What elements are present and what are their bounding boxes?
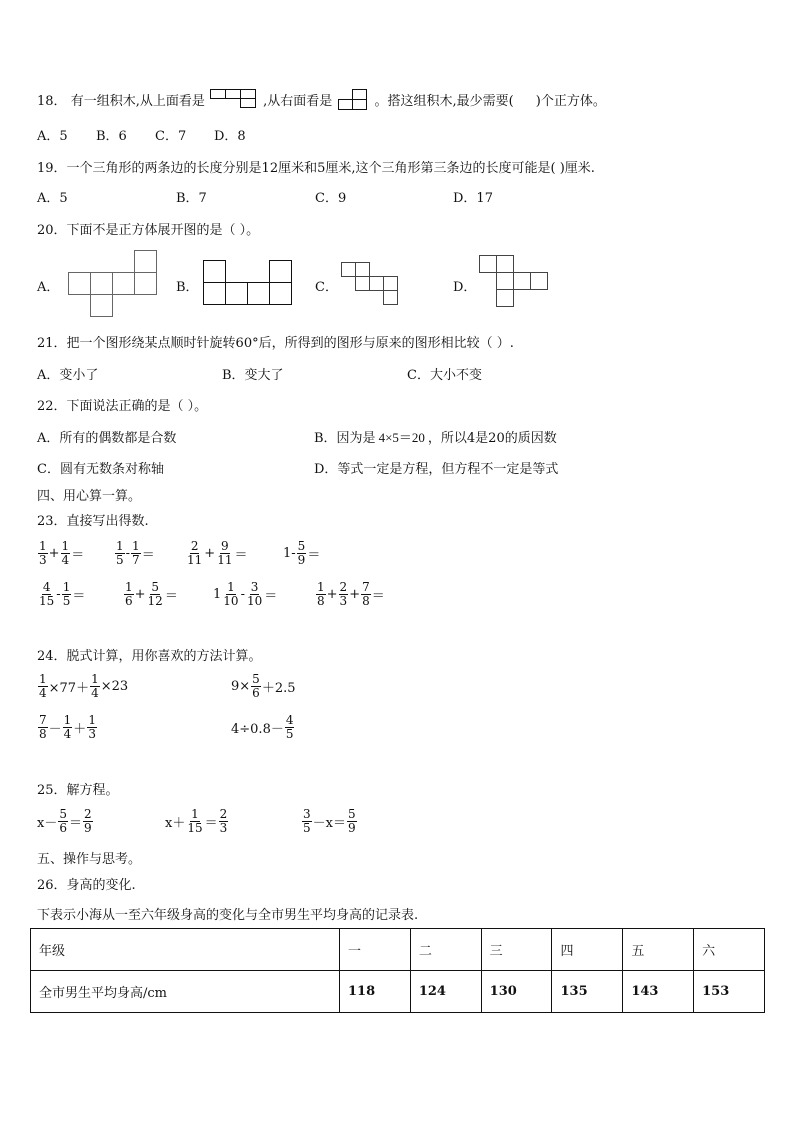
q19-stem: 19．一个三角形的两条边的长度分别是12厘米和5厘米,这个三角形第三条边的长度可能是( )厘米. — [37, 161, 595, 176]
fraction: $\frac{2}{9}$ — [84, 807, 92, 835]
q18-option-b: B．6 — [96, 129, 127, 144]
fraction: $\frac{3}{5}$ — [303, 807, 311, 835]
q22-stem: 22．下面说法正确的是（ ）。 — [37, 399, 208, 414]
fraction: $\frac{1}{10}$ — [223, 580, 239, 608]
net-figure-c — [340, 261, 402, 307]
table-cell: 年级 — [31, 929, 340, 971]
q23-expr-1: $\frac{1}{3}$ + $\frac{1}{4}$ ＝ — [39, 539, 85, 567]
q25-equation-1: x－ $\frac{5}{6}$ ＝ $\frac{2}{9}$ — [37, 807, 92, 835]
q23-expr-6: $\frac{1}{6}$ + $\frac{5}{12}$ ＝ — [125, 580, 178, 608]
fraction: $\frac{1}{15}$ — [187, 807, 203, 835]
q24-expr-3: $\frac{7}{8}$ － $\frac{1}{4}$ ＋ $\frac{1}{3}$ — [39, 713, 96, 741]
q26-description: 下表示小海从一至六年级身高的变化与全市男生平均身高的记录表. — [37, 908, 419, 923]
fraction: $\frac{1}{4}$ — [91, 672, 99, 700]
q22-option-b-post: ，所以4是20的质因数 — [427, 431, 557, 446]
q23-expr-7: 1 $\frac{1}{10}$ - $\frac{3}{10}$ ＝ — [213, 580, 278, 608]
q22-option-d: D．等式一定是方程，但方程不一定是等式 — [314, 462, 559, 477]
fraction: $\frac{1}{5}$ — [62, 580, 71, 608]
q20-stem: 20．下面不是正方体展开图的是（ ）。 — [37, 223, 260, 238]
table-cell: 二 — [410, 929, 481, 971]
q19-option-a: A．5 — [37, 191, 68, 206]
q24-expr-4: 4÷0.8－ $\frac{4}{5}$ — [231, 713, 294, 741]
right-view-figure — [337, 89, 369, 111]
q18-text-b: ,从右面看是 — [263, 94, 333, 109]
fraction: $\frac{5}{9}$ — [347, 807, 356, 835]
fraction: $\frac{1}{3}$ — [88, 713, 96, 741]
q20-label-c: C． — [315, 280, 338, 295]
table-cell: 124 — [410, 971, 481, 1013]
q21-option-a: A．变小了 — [37, 368, 99, 383]
fraction: $\frac{5}{6}$ — [252, 672, 260, 700]
fraction: $\frac{2}{11}$ — [187, 539, 203, 567]
q21-stem: 21．把一个图形绕某点顺时针旋转60°后，所得到的图形与原来的图形相比较（ ）. — [37, 336, 514, 351]
table-header-row — [31, 929, 765, 971]
q25-equation-3: $\frac{3}{5}$ －x＝ $\frac{5}{9}$ — [303, 807, 356, 835]
table-row — [31, 971, 765, 1013]
net-figure-d — [478, 254, 552, 310]
q22-option-b-math: 4×5＝20 — [378, 430, 425, 445]
fraction: $\frac{3}{10}$ — [246, 580, 263, 608]
fraction: $\frac{4}{5}$ — [285, 713, 294, 741]
q22-option-c: C．圆有无数条对称轴 — [37, 462, 164, 477]
table-cell: 四 — [552, 929, 623, 971]
table-cell: 135 — [552, 971, 623, 1013]
fraction: $\frac{1}{7}$ — [132, 539, 140, 567]
q20-label-d: D． — [453, 280, 477, 295]
q24-expr-2: 9× $\frac{5}{6}$ ＋2.5 — [231, 672, 296, 700]
q22-option-a: A．所有的偶数都是合数 — [37, 431, 177, 446]
q23-expr-5: $\frac{4}{15}$ - $\frac{1}{5}$ ＝ — [39, 580, 86, 608]
fraction: $\frac{5}{6}$ — [59, 807, 67, 835]
q18-text-c: 。搭这组积木,最少需要( — [374, 94, 514, 109]
table-cell: 五 — [623, 929, 694, 971]
net-figure-b — [202, 259, 294, 305]
fraction: $\frac{5}{12}$ — [147, 580, 163, 608]
fraction: $\frac{1}{4}$ — [61, 539, 70, 567]
q22-option-b-pre: B．因为是 — [314, 431, 376, 446]
table-cell: 118 — [340, 971, 411, 1013]
table-cell: 六 — [694, 929, 765, 971]
fraction: $\frac{4}{15}$ — [39, 580, 55, 608]
fraction: $\frac{1}{8}$ — [317, 580, 325, 608]
fraction: $\frac{7}{8}$ — [362, 580, 370, 608]
section-4-heading: 四、用心算一算。 — [37, 489, 142, 504]
fraction: $\frac{1}{4}$ — [39, 672, 47, 700]
fraction: $\frac{2}{3}$ — [219, 807, 228, 835]
fraction: $\frac{1}{3}$ — [39, 539, 47, 567]
q23-title: 23．直接写出得数. — [37, 514, 149, 529]
q21-option-b: B．变大了 — [222, 368, 284, 383]
q20-label-a: A． — [37, 280, 60, 295]
section-5-heading: 五、操作与思考。 — [37, 852, 142, 867]
q21-option-c: C．大小不变 — [407, 368, 482, 383]
table-cell: 153 — [694, 971, 765, 1013]
q23-expr-3: $\frac{2}{11}$ + $\frac{9}{11}$ ＝ — [187, 539, 248, 567]
fraction: $\frac{7}{8}$ — [39, 713, 47, 741]
q26-title: 26．身高的变化. — [37, 878, 136, 893]
table-cell: 143 — [623, 971, 694, 1013]
q18-option-d: D．8 — [214, 129, 246, 144]
q19-option-c: C．9 — [315, 191, 347, 206]
top-view-figure — [210, 89, 258, 109]
q18-stem — [37, 89, 606, 111]
fraction: $\frac{1}{6}$ — [125, 580, 133, 608]
fraction: $\frac{5}{9}$ — [297, 539, 306, 567]
fraction: $\frac{1}{5}$ — [116, 539, 124, 567]
height-record-table — [30, 928, 765, 1013]
q23-expr-2: $\frac{1}{5}$ - $\frac{1}{7}$ ＝ — [116, 539, 155, 567]
q22-option-b — [314, 427, 557, 446]
q25-title: 25．解方程。 — [37, 783, 119, 798]
q18-text-d: )个正方体。 — [535, 94, 606, 109]
q25-equation-2: x＋ $\frac{1}{15}$ ＝ $\frac{2}{3}$ — [165, 807, 228, 835]
q19-option-d: D．17 — [453, 191, 493, 206]
q23-expr-8: $\frac{1}{8}$ + $\frac{2}{3}$ + $\frac{7}{8}$ ＝ — [317, 580, 385, 608]
q18-number: 18． — [37, 94, 67, 109]
net-figure-a — [67, 250, 159, 318]
q19-option-b: B．7 — [176, 191, 207, 206]
table-cell: 130 — [481, 971, 552, 1013]
fraction: $\frac{2}{3}$ — [339, 580, 348, 608]
fraction: $\frac{1}{4}$ — [63, 713, 72, 741]
q20-label-b: B． — [176, 280, 199, 295]
q24-expr-1: $\frac{1}{4}$ ×77＋ $\frac{1}{4}$ ×23 — [39, 672, 129, 700]
q18-option-c: C．7 — [155, 129, 187, 144]
fraction: $\frac{9}{11}$ — [217, 539, 233, 567]
table-cell: 三 — [481, 929, 552, 971]
table-cell: 全市男生平均身高/cm — [31, 971, 340, 1013]
q23-expr-4: 1- $\frac{5}{9}$ ＝ — [283, 539, 321, 567]
q18-text-a: 有一组积木,从上面看是 — [70, 94, 205, 109]
q18-option-a: A．5 — [37, 129, 68, 144]
q24-title: 24．脱式计算，用你喜欢的方法计算。 — [37, 649, 262, 664]
table-cell: 一 — [340, 929, 411, 971]
